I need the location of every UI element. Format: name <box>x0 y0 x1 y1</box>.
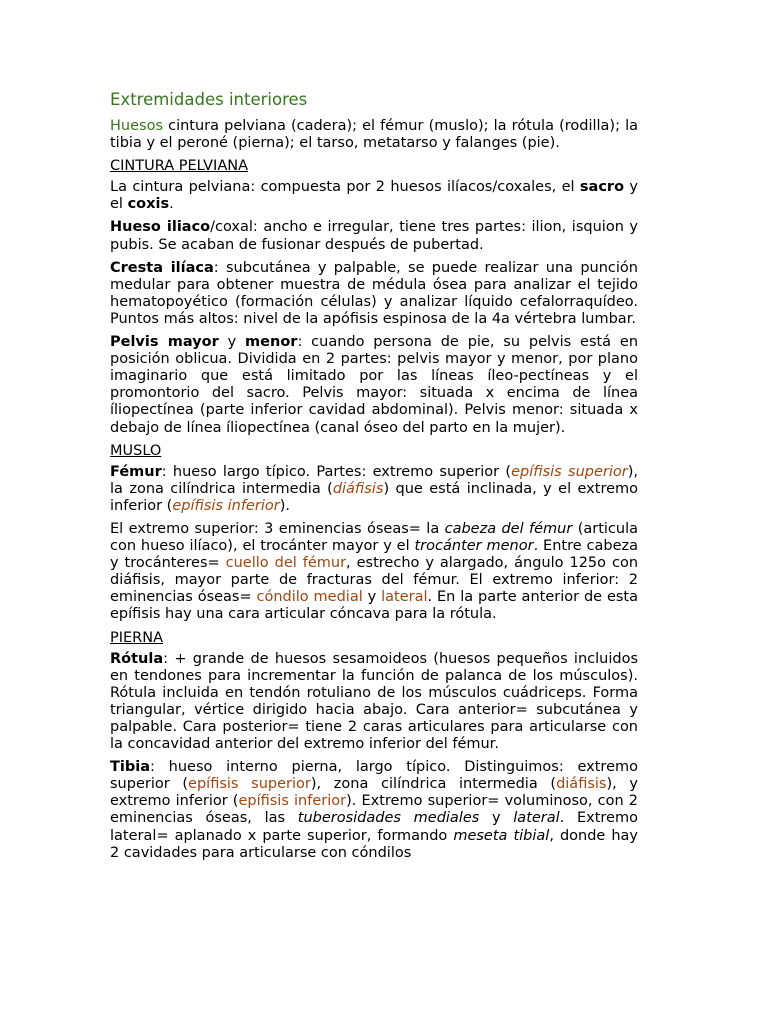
highlight-term: diáfisis <box>332 480 384 497</box>
paragraph-hueso-iliaco <box>110 219 638 253</box>
paragraph-rotula <box>110 651 638 754</box>
text-run: ) que está inclinada, y el extremo inferior ( <box>110 480 639 514</box>
text-run: : cuando persona de pie, su pelvis está en posición oblicua. Dividida en 2 partes: pelvis mayor y menor, por plano imaginario que está limitado por las líneas íleo-pectíneas y el promontorio del sacro. Pelvis mayor: situada x encima de línea íliopectínea (parte inferior cavidad abdominal). Pelvis menor: situada x debajo de línea íliopectínea (canal óseo del parto en la mujer). <box>110 334 639 436</box>
intro-term: Huesos <box>110 118 163 134</box>
italic-term: tuberosidades mediales <box>297 810 480 827</box>
text-run: . Extremo lateral= aplanado x parte superior, formando <box>110 810 638 844</box>
bold-term: Rótula <box>110 650 164 667</box>
text-run: : subcutánea y palpable, se puede realizar una punción medular para obtener muestra de médula ósea para analizar el tejido hematopoyético (formación células) y analizar líquido cefalorraquídeo. Puntos más altos: nivel de la apófisis espinosa de la 4a vértebra lumbar. <box>110 259 638 327</box>
italic-term: cabeza del fémur <box>444 520 573 537</box>
highlight-term: diáfisis <box>556 776 607 793</box>
text-run: : + grande de huesos sesamoideos (huesos pequeños incluidos en tendones para incrementar la función de palanca de los músculos). Rótula incluida en tendón rotuliano de los músculos cuádriceps. Forma triangular, vértice dirigido hacia abajo. Cara anterior= subcutánea y palpable. Cara posterior= tiene 2 caras articulares para articularse con la concavidad anterior del extremo inferior del fémur. <box>110 650 638 753</box>
text-run: , estrecho y alargado, ángulo 125o con diáfisis, mayor parte de fracturas del fémur. El extremo inferior: 2 eminencias óseas= <box>110 555 639 606</box>
bold-term: Tibia <box>110 759 150 776</box>
bold-term: coxis <box>127 196 170 213</box>
text-run: /coxal: ancho e irregular, tiene tres partes: ilion, isquion y pubis. Se acaban de fusionar después de pubertad. <box>110 219 639 253</box>
text-run: y <box>362 589 382 606</box>
highlight-term: epífisis superior <box>188 776 311 793</box>
text-run: La cintura pelviana: compuesta por 2 huesos ilíacos/coxales, el <box>110 179 580 196</box>
italic-term: meseta tibial <box>453 827 550 844</box>
bold-term: Cresta ilíaca <box>110 259 214 276</box>
highlight-term: epífisis inferior <box>172 497 280 514</box>
text-run: y el <box>110 179 638 213</box>
bold-term: Fémur <box>110 463 162 480</box>
text-run: y <box>479 810 514 827</box>
intro-paragraph <box>110 118 638 152</box>
paragraph-femur <box>110 464 638 515</box>
paragraph-cintura-pelviana <box>110 179 638 213</box>
section-heading-cintura: CINTURA PELVIANA <box>110 158 249 175</box>
italic-term: trocánter menor <box>414 538 534 555</box>
section-heading-pierna: PIERNA <box>110 629 164 646</box>
highlight-term: lateral <box>381 589 428 606</box>
highlight-term: cuello del fémur <box>225 555 347 572</box>
text-run: ). <box>279 497 290 514</box>
text-run: : hueso interno pierna, largo típico. Distinguimos: extremo superior ( <box>110 759 638 793</box>
text-run: : hueso largo típico. Partes: extremo superior ( <box>161 463 512 480</box>
text-run: (articula con hueso ilíaco), el trocánter mayor y el <box>110 520 639 555</box>
text-run: . En la parte anterior de esta epífisis hay una cara articular cóncava para la rótula. <box>110 589 638 623</box>
text-run: . Entre cabeza y trocánteres= <box>110 538 638 572</box>
highlight-term: epífisis inferior <box>238 793 347 810</box>
intro-text: cintura pelviana (cadera); el fémur (muslo); la rótula (rodilla); la tibia y el peroné (pierna); el tarso, metatarso y falanges (pie). <box>110 118 638 152</box>
highlight-term: epífisis superior <box>511 463 628 480</box>
text-run: . <box>169 196 174 213</box>
text-run: ), la zona cilíndrica intermedia ( <box>110 463 638 497</box>
text-run: , donde hay 2 cavidades para articularse con cóndilos <box>110 827 639 861</box>
text-run: ), zona cilíndrica intermedia ( <box>310 776 557 793</box>
text-run: ), y extremo inferior ( <box>110 776 638 810</box>
paragraph-extremo-superior <box>110 521 638 624</box>
paragraph-tibia <box>110 759 638 862</box>
paragraph-pelvis <box>110 334 638 437</box>
text-run: ). Extremo superior= voluminoso, con 2 eminencias óseas, las <box>110 793 638 827</box>
bold-term: menor <box>245 334 298 351</box>
bold-term: Pelvis mayor <box>110 334 219 351</box>
section-heading-muslo: MUSLO <box>110 442 162 459</box>
text-run: El extremo superior: 3 eminencias óseas= la <box>110 520 445 537</box>
highlight-term: cóndilo medial <box>256 589 363 606</box>
paragraph-cresta-iliaca <box>110 260 638 328</box>
bold-term: Hueso iliaco <box>110 219 211 236</box>
bold-term: sacro <box>579 179 625 196</box>
document-page <box>110 90 638 862</box>
italic-term: lateral <box>513 810 560 827</box>
text-run: y <box>218 334 246 351</box>
page-title: Extremidades interiores <box>110 90 308 109</box>
